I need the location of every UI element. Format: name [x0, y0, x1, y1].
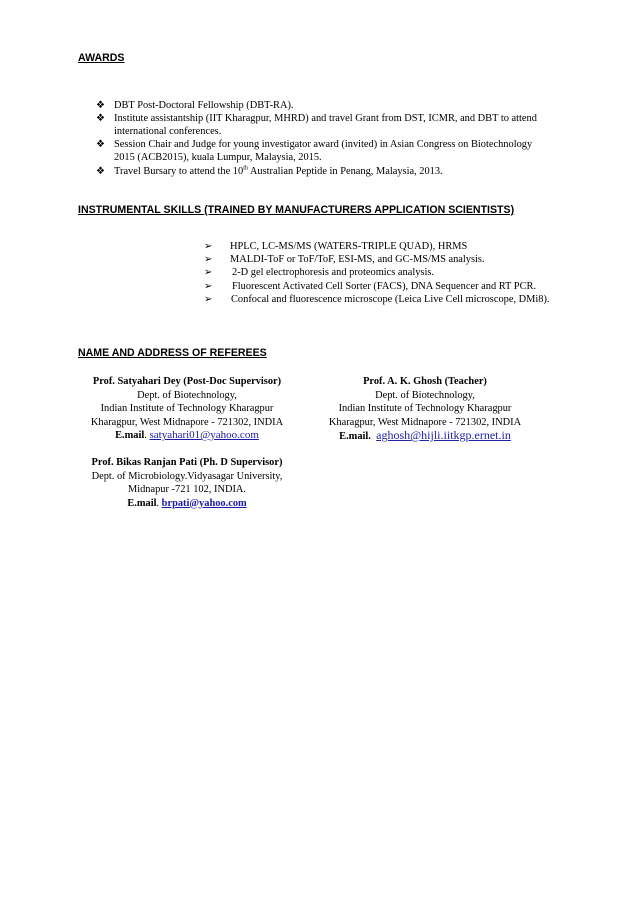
award-text-cont: international conferences.	[114, 126, 222, 137]
referee-dept: Dept. of Biotechnology,	[137, 389, 237, 401]
skill-item-4	[204, 280, 604, 293]
award-item-1	[96, 99, 606, 112]
referee-institute: Indian Institute of Technology Kharagpur	[338, 403, 512, 414]
award-text: Session Chair and Judge for young investigator award (invited) in Asian Congress on Biotechnology	[114, 139, 533, 150]
award-item-2	[96, 112, 611, 138]
awards-heading: AWARDS	[78, 52, 125, 64]
referee-address: Midnapur -721 102, INDIA.	[127, 484, 247, 495]
award-item-3	[96, 138, 611, 164]
arrowhead-bullet-icon: ➢	[204, 254, 213, 265]
arrowhead-bullet-icon: ➢	[204, 267, 213, 278]
skill-text: 2-D gel electrophoresis and proteomics analysis.	[232, 267, 434, 278]
referee-address: Kharagpur, West Midnapore - 721302, INDIA	[328, 416, 522, 428]
referee-name: Prof. Bikas Ranjan Pati (Ph. D Supervisor)	[91, 457, 283, 468]
award-text: Institute assistantship (IIT Kharagpur, MHRD) and travel Grant from DST, ICMR, and DBT to attend	[114, 113, 537, 124]
referee-dept: Dept. of Microbiology.Vidyasagar University,	[91, 470, 283, 482]
skill-item-2	[204, 253, 604, 266]
diamond-bullet-icon: ❖	[96, 113, 105, 124]
referee-card-3: Prof. Bikas Ranjan Pati (Ph. D Supervisor) Dept. of Microbiology.Vidyasagar University, Midnapur -721 102, INDIA. E.mail. brpati@yahoo.com	[74, 456, 300, 510]
skill-item-5	[204, 293, 604, 306]
award-item-4	[96, 165, 606, 178]
referee-dept: Dept. of Biotechnology,	[375, 389, 475, 401]
email-label: E.mail.	[339, 431, 371, 442]
ordinal-superscript: th	[243, 165, 248, 172]
award-text-rest: Australian Peptide in Penang, Malaysia, 2013.	[247, 166, 443, 177]
award-text-cont: 2015 (ACB2015), kuala Lumpur, Malaysia, 2015.	[114, 152, 322, 163]
referee-name: Prof. Satyahari Dey (Post-Doc Supervisor)	[92, 376, 282, 387]
referee-address: Kharagpur, West Midnapore - 721302, INDIA	[90, 416, 284, 428]
referee-card-2	[312, 375, 538, 444]
referees-heading: NAME AND ADDRESS OF REFEREES	[78, 347, 267, 359]
skill-text: MALDI-ToF or ToF/ToF, ESI-MS, and GC-MS/MS analysis.	[230, 254, 485, 265]
arrowhead-bullet-icon: ➢	[204, 294, 213, 305]
referee-email-link[interactable]: satyahari01@yahoo.com	[149, 429, 259, 441]
award-text: Travel Bursary to attend the 10	[114, 166, 244, 177]
diamond-bullet-icon: ❖	[96, 100, 105, 111]
referee-institute: Indian Institute of Technology Kharagpur	[100, 403, 274, 414]
skills-heading: INSTRUMENTAL SKILLS (TRAINED BY MANUFACTURERS APPLICATION SCIENTISTS)	[78, 204, 515, 216]
arrowhead-bullet-icon: ➢	[204, 281, 213, 292]
award-text: DBT Post-Doctoral Fellowship (DBT-RA).	[114, 100, 294, 111]
referee-name: Prof. A. K. Ghosh (Teacher)	[363, 376, 487, 387]
diamond-bullet-icon: ❖	[96, 166, 105, 177]
email-label: E.mail	[127, 497, 157, 509]
skill-text: HPLC, LC-MS/MS (WATERS-TRIPLE QUAD), HRMS	[230, 241, 468, 252]
arrowhead-bullet-icon: ➢	[204, 241, 213, 252]
referee-card-1: Prof. Satyahari Dey (Post-Doc Supervisor) Dept. of Biotechnology, Indian Institute of Technology Kharagpur Kharagpur, West Midnapore - 721302, INDIA E.mail. satyahari01@yahoo.com	[74, 375, 300, 443]
referee-email-link[interactable]: brpati@yahoo.com	[161, 497, 247, 509]
skill-item-3	[204, 266, 604, 279]
diamond-bullet-icon: ❖	[96, 139, 105, 150]
referee-email-link[interactable]: aghosh@hijli.iitkgp.ernet.in	[376, 428, 511, 442]
email-label: E.mail	[115, 430, 145, 441]
skill-item-1	[204, 240, 604, 253]
skill-text: Confocal and fluorescence microscope (Leica Live Cell microscope, DMi8).	[231, 294, 550, 305]
skill-text: Fluorescent Activated Cell Sorter (FACS), DNA Sequencer and RT PCR.	[232, 281, 537, 292]
